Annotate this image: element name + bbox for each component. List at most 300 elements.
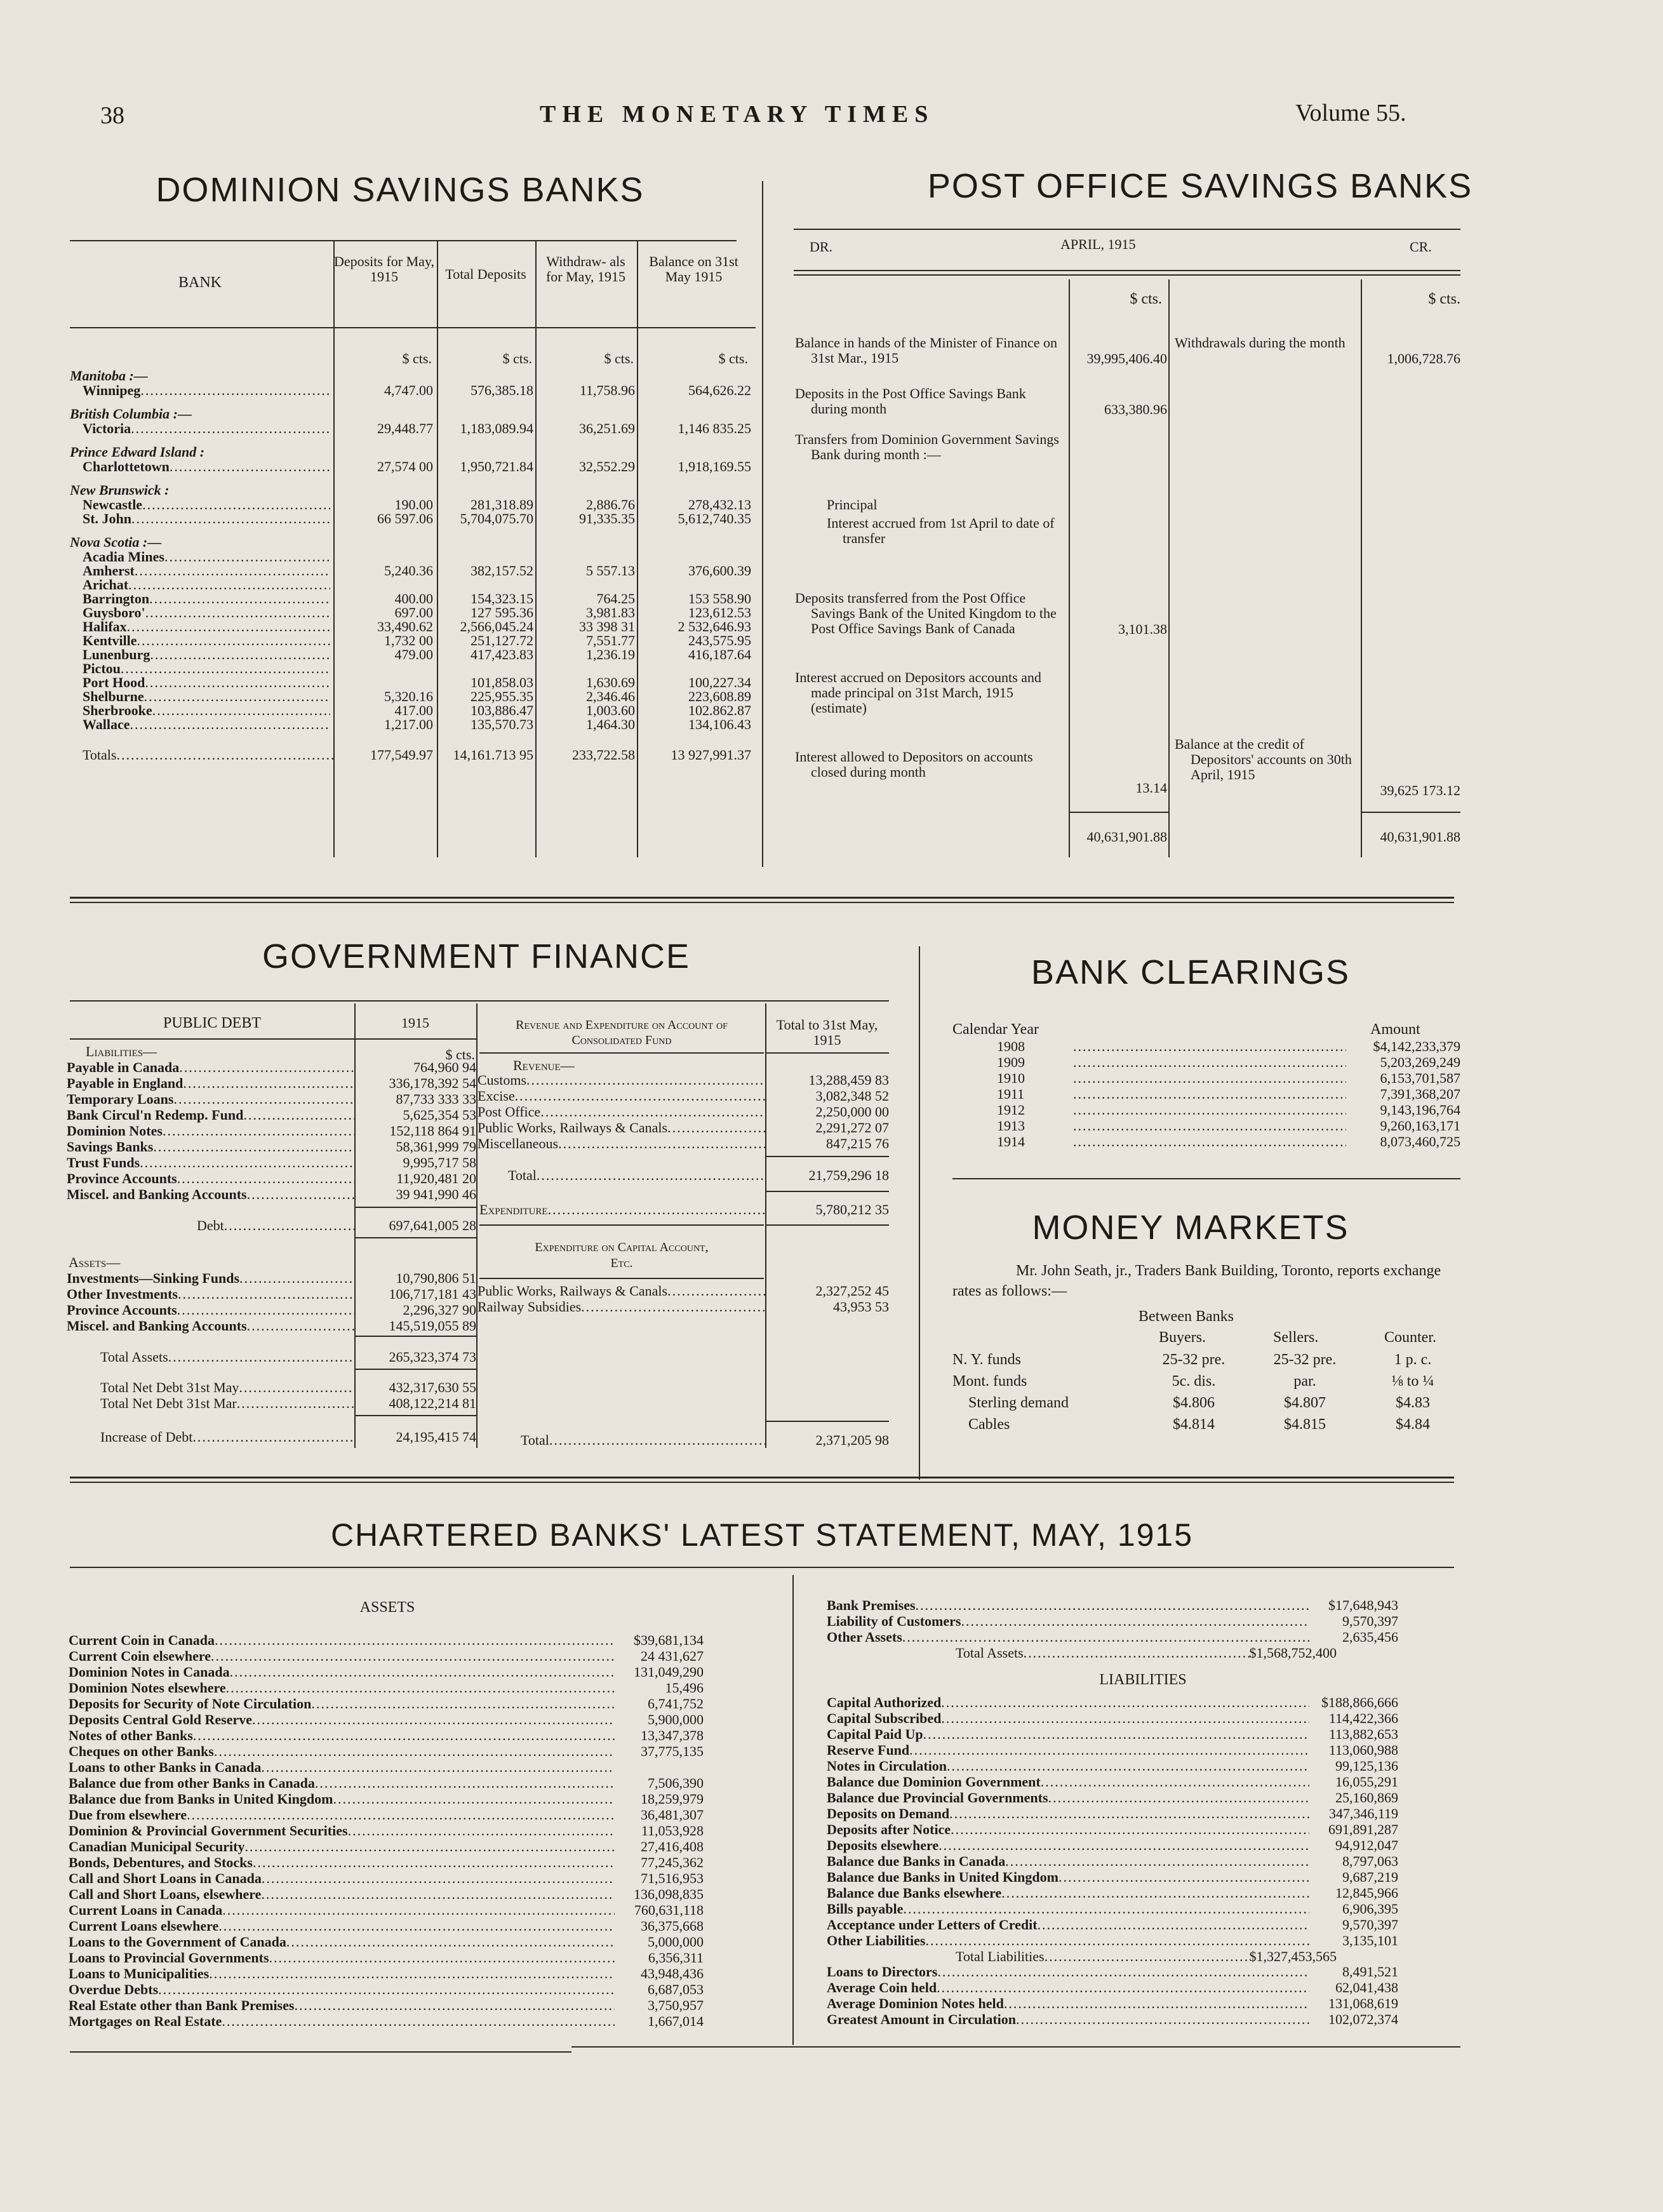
item-label: Payable in England <box>67 1075 184 1091</box>
item-value: 6,741,752 <box>648 1696 704 1712</box>
list-item <box>69 1918 704 1934</box>
dominion-total: 5,704,075.70 <box>460 511 533 526</box>
item-value: 102,072,374 <box>1328 2011 1398 2027</box>
list-item <box>827 1869 1398 1885</box>
item-value: 6,356,311 <box>648 1950 704 1966</box>
list-item <box>827 1933 1398 1948</box>
item-value: 131,049,290 <box>634 1664 704 1680</box>
dominion-withdrawals: 5 557.13 <box>586 563 635 579</box>
dominion-balance: 223,608.89 <box>688 688 751 704</box>
dominion-deposits: 177,549.97 <box>370 747 433 763</box>
dominion-balance: 278,432.13 <box>688 497 751 513</box>
item-value: 5,625,354 53 <box>403 1107 476 1123</box>
liabilities-label: Liabilities— <box>86 1043 157 1059</box>
item-value: 11,053,928 <box>641 1823 704 1839</box>
list-item <box>827 1742 1398 1758</box>
item-value: 9,995,717 58 <box>403 1155 476 1170</box>
item-label: Mortgages on Real Estate <box>69 2013 222 2029</box>
dominion-withdrawals: 1,236.19 <box>586 647 635 662</box>
dominion-branch-row <box>83 634 330 648</box>
item-label: Capital Paid Up <box>827 1726 923 1742</box>
list-item <box>67 1318 476 1334</box>
item-label: Overdue Debts <box>69 1981 159 1997</box>
list-item <box>827 1917 1398 1933</box>
item-value: 43,953 53 <box>833 1299 889 1315</box>
item-value: $17,648,943 <box>1328 1597 1398 1613</box>
item-value: 9,570,397 <box>1342 1613 1398 1629</box>
dominion-deposits: 4,747.00 <box>384 382 433 398</box>
dominion-deposits: 1,217.00 <box>384 716 433 732</box>
item-label: Balance due from other Banks in Canada <box>69 1775 315 1791</box>
capital-list <box>478 1283 889 1315</box>
dominion-total: 1,950,721.84 <box>460 459 533 474</box>
item-label: Deposits on Demand <box>827 1806 950 1821</box>
item-value: 2,327,252 45 <box>815 1283 889 1299</box>
item-label: Cheques on other Banks <box>69 1743 214 1759</box>
item-label: Notes in Circulation <box>827 1758 947 1774</box>
net-mar-value: 408,122,214 81 <box>389 1395 476 1411</box>
item-label: Dominion Notes in Canada <box>69 1664 230 1680</box>
dominion-total: 135,570.73 <box>471 716 533 732</box>
list-item <box>827 1694 1398 1710</box>
list-item <box>827 1964 1398 1980</box>
chartered-liabilities-title: LIABILITIES <box>1099 1672 1187 1688</box>
item-value: 114,422,366 <box>1328 1710 1398 1726</box>
item-value: 152,118 864 91 <box>389 1123 476 1139</box>
dominion-total-label: Totals <box>83 747 117 763</box>
item-label: Deposits elsewhere <box>827 1837 939 1853</box>
dominion-branch-label: Shelburne <box>83 688 144 704</box>
item-value: 2,296,327 90 <box>403 1302 476 1318</box>
item-label: Current Loans in Canada <box>69 1902 223 1918</box>
money-row-counter: $4.84 <box>1396 1416 1430 1433</box>
item-label: Real Estate other than Bank Premises <box>69 1997 295 2013</box>
chartered-assets-cont <box>827 1597 1398 1645</box>
item-value: 6,906,395 <box>1342 1901 1398 1917</box>
increase-row <box>100 1429 476 1445</box>
total-assets-label: Total Assets <box>100 1349 168 1365</box>
dominion-total: 127 595.36 <box>471 605 533 620</box>
list-item <box>69 1791 704 1807</box>
list-item <box>69 1886 704 1902</box>
list-item <box>827 1806 1398 1821</box>
money-title: MONEY MARKETS <box>1032 1209 1349 1247</box>
po-left-label: Deposits transferred from the Post Office Savings Bank of the United Kingdom to the Post Office Savings Bank of Canada <box>795 590 1057 636</box>
po-right-value: 1,006,728.76 <box>1387 351 1460 366</box>
item-value: 39 941,990 46 <box>396 1186 476 1202</box>
clearings-row <box>997 1102 1460 1118</box>
list-item <box>478 1120 889 1136</box>
item-label: Loans to Municipalities <box>69 1966 210 1981</box>
clearings-year: 1910 <box>997 1070 1025 1086</box>
item-value: 94,912,047 <box>1335 1837 1398 1853</box>
po-month: APRIL, 1915 <box>1060 236 1136 252</box>
dominion-withdrawals: 32,552.29 <box>579 459 635 474</box>
chartered-liabilities <box>827 1694 1398 1948</box>
govfin-units: $ cts. <box>445 1047 475 1062</box>
item-value: 16,055,291 <box>1335 1774 1398 1790</box>
item-label: Excise <box>478 1088 515 1104</box>
clearings-row <box>997 1038 1460 1054</box>
list-item <box>67 1302 476 1318</box>
po-left-value: 13.14 <box>1135 780 1167 796</box>
dominion-withdrawals: 764.25 <box>596 591 635 607</box>
public-debt-header: PUBLIC DEBT <box>163 1015 261 1031</box>
dominion-total: 382,157.52 <box>471 563 533 579</box>
dominion-total: 281,318.89 <box>471 497 533 513</box>
capital-header: Expenditure on Capital Account, Etc. <box>535 1240 709 1270</box>
dominion-total: 1,183,089.94 <box>460 420 533 436</box>
dominion-withdrawals: 3,981.83 <box>586 605 635 620</box>
item-value: 99,125,136 <box>1335 1758 1398 1774</box>
item-label: Liability of Customers <box>827 1613 961 1629</box>
item-label: Current Coin elsewhere <box>69 1648 211 1664</box>
dominion-deposits: 5,240.36 <box>384 563 433 579</box>
item-label: Balance due Provincial Governments <box>827 1790 1048 1806</box>
dominion-province: British Columbia :— <box>70 406 192 422</box>
dominion-branch-label: St. John <box>83 511 132 526</box>
dominion-total: 14,161.713 95 <box>453 747 533 763</box>
money-row-counter: $4.83 <box>1396 1395 1430 1411</box>
item-value: 18,259,979 <box>641 1791 704 1807</box>
item-label: Notes of other Banks <box>69 1727 193 1743</box>
item-label: Public Works, Railways & Canals <box>478 1120 668 1136</box>
list-item <box>69 1902 704 1918</box>
list-item <box>67 1091 476 1107</box>
dominion-total: 154,323.15 <box>471 591 533 607</box>
dominion-deposits: 5,320.16 <box>384 688 433 704</box>
po-left-label: Deposits in the Post Office Savings Bank during month <box>795 385 1026 417</box>
item-label: Current Coin in Canada <box>69 1632 215 1648</box>
list-item <box>69 2013 704 2029</box>
chartered-assets-title: ASSETS <box>359 1599 415 1616</box>
money-intro: Mr. John Seath, jr., Traders Bank Building, Toronto, reports exchange rates as follows:— <box>952 1263 1441 1299</box>
dominion-branch-row <box>83 592 330 606</box>
item-label: Deposits Central Gold Reserve <box>69 1712 253 1727</box>
list-item <box>69 1981 704 1997</box>
rev-total-label: Total <box>508 1167 537 1183</box>
money-row-counter: ⅛ to ¼ <box>1391 1373 1434 1390</box>
item-value: 62,041,438 <box>1335 1980 1398 1995</box>
list-item <box>67 1186 476 1202</box>
item-value: 58,361,999 79 <box>396 1139 476 1155</box>
money-row-sellers: 25-32 pre. <box>1273 1351 1337 1368</box>
item-value: 36,481,307 <box>641 1807 704 1823</box>
item-label: Savings Banks <box>67 1139 154 1155</box>
item-label: Bank Premises <box>827 1597 916 1613</box>
dominion-units-1: $ cts. <box>402 351 432 366</box>
item-label: Loans to other Banks in Canada <box>69 1759 262 1775</box>
cap-total-value: 2,371,205 98 <box>815 1432 889 1448</box>
dominion-branch-label: Winnipeg <box>83 382 141 398</box>
dominion-deposits: 66 597.06 <box>377 511 433 526</box>
cap-total-label: Total <box>521 1432 549 1448</box>
clearings-amount: $4,142,233,379 <box>1373 1038 1460 1054</box>
list-item <box>478 1299 889 1315</box>
item-label: Other Investments <box>67 1286 178 1302</box>
clearings-amount: 9,143,196,764 <box>1380 1102 1460 1118</box>
dominion-deposits: 417.00 <box>394 702 433 718</box>
item-value: 10,790,806 51 <box>396 1270 476 1286</box>
dominion-balance: 5,612,740.35 <box>678 511 751 526</box>
list-item <box>69 1727 704 1743</box>
item-value: 847,215 76 <box>826 1136 889 1151</box>
item-value: 24 431,627 <box>641 1648 704 1664</box>
item-label: Average Coin held <box>827 1980 937 1995</box>
list-item <box>69 1854 704 1870</box>
dominion-units-3: $ cts. <box>604 351 634 366</box>
po-right-label: Balance at the credit of Depositors' accounts on 30th April, 1915 <box>1175 736 1352 782</box>
dominion-branch-row <box>83 620 330 634</box>
list-item <box>827 1995 1398 2011</box>
money-row-buyers: 5c. dis. <box>1172 1373 1216 1390</box>
dominion-branch-label: Pictou <box>83 660 121 676</box>
liabilities-list <box>67 1059 476 1202</box>
list-item <box>827 1901 1398 1917</box>
dominion-balance: 102.862.87 <box>688 702 751 718</box>
dominion-balance: 153 558.90 <box>688 591 751 607</box>
item-label: Payable in Canada <box>67 1059 180 1075</box>
dominion-col-bank: BANK <box>178 274 222 291</box>
list-item <box>827 1837 1398 1853</box>
list-item <box>478 1072 889 1088</box>
item-value: 87,733 333 33 <box>396 1091 476 1107</box>
item-label: Miscel. and Banking Accounts <box>67 1186 247 1202</box>
chartered-total-assets-row <box>956 1645 1337 1661</box>
dominion-branch-label: Wallace <box>83 716 130 732</box>
po-cr: CR. <box>1410 239 1432 255</box>
item-label: Canadian Municipal Security <box>69 1839 245 1854</box>
list-item <box>827 1613 1398 1629</box>
dominion-total: 103,886.47 <box>471 702 533 718</box>
dominion-withdrawals: 2,886.76 <box>586 497 635 513</box>
dominion-withdrawals: 1,464.30 <box>586 716 635 732</box>
item-value: $188,866,666 <box>1321 1694 1398 1710</box>
dominion-balance: 134,106.43 <box>688 716 751 732</box>
item-value: 7,506,390 <box>648 1775 704 1791</box>
dominion-branch-label: Newcastle <box>83 497 143 513</box>
item-value: 691,891,287 <box>1328 1821 1398 1837</box>
dominion-branch-label: Port Hood <box>83 674 145 690</box>
clearings-year: 1912 <box>997 1102 1025 1118</box>
list-item <box>69 1759 704 1775</box>
public-debt-year: 1915 <box>401 1015 429 1031</box>
list-item <box>69 1775 704 1791</box>
total-assets-value: 265,323,374 73 <box>389 1349 476 1365</box>
list-item <box>67 1059 476 1075</box>
money-between: Between Banks <box>1139 1308 1234 1325</box>
dominion-total: 2,566,045.24 <box>460 619 533 634</box>
po-left-label: Interest accrued on Depositors accounts and made principal on 31st March, 1915 (estimate) <box>795 669 1041 716</box>
cap-total-row <box>521 1432 889 1449</box>
dominion-total-row <box>83 747 333 763</box>
item-value: 6,687,053 <box>648 1981 704 1997</box>
list-item <box>69 1870 704 1886</box>
money-row-buyers: $4.814 <box>1173 1416 1215 1433</box>
list-item <box>67 1075 476 1091</box>
dominion-total: 101,858.03 <box>471 674 533 690</box>
item-value: 2,250,000 00 <box>815 1104 889 1120</box>
item-label: Trust Funds <box>67 1155 140 1170</box>
dominion-branch-row <box>83 512 330 526</box>
dominion-withdrawals: 91,335.35 <box>579 511 635 526</box>
dominion-branch-row <box>83 422 330 436</box>
list-item <box>69 1823 704 1839</box>
dominion-balance: 416,187.64 <box>688 647 751 662</box>
money-row-label: N. Y. funds <box>952 1351 1022 1368</box>
dominion-withdrawals: 36,251.69 <box>579 420 635 436</box>
list-item <box>69 1696 704 1712</box>
money-col-buyers: Buyers. <box>1159 1329 1206 1346</box>
dominion-deposits: 1,732 00 <box>384 633 433 648</box>
dominion-balance: 2 532,646.93 <box>678 619 751 634</box>
list-item <box>478 1283 889 1299</box>
clearings-row <box>997 1134 1460 1150</box>
item-value: 36,375,668 <box>641 1918 704 1934</box>
item-value: 12,845,966 <box>1335 1885 1398 1901</box>
item-value <box>615 1759 704 1775</box>
dominion-branch-label: Halifax <box>83 619 127 634</box>
po-units-right: $ cts. <box>1428 291 1460 307</box>
item-value: 347,346,119 <box>1328 1806 1398 1821</box>
po-total-left: 40,631,901.88 <box>1086 829 1167 845</box>
dominion-withdrawals: 233,722.58 <box>572 747 635 763</box>
item-label: Railway Subsidies <box>478 1299 582 1315</box>
dominion-deposits: 29,448.77 <box>377 420 433 436</box>
dominion-units-2: $ cts. <box>502 351 532 366</box>
expenditure-row <box>479 1202 889 1218</box>
item-value: 11,920,481 20 <box>396 1170 476 1186</box>
item-value: 5,900,000 <box>648 1712 704 1727</box>
net-debt-mar-row <box>100 1395 476 1411</box>
dominion-branch-row <box>83 606 330 620</box>
po-left-label: Balance in hands of the Minister of Finance on 31st Mar., 1915 <box>795 335 1058 366</box>
net-mar-label: Total Net Debt 31st Mar <box>100 1395 237 1411</box>
clearings-amount: 9,260,163,171 <box>1380 1118 1460 1134</box>
dominion-withdrawals: 1,003.60 <box>586 702 635 718</box>
po-left-value: 633,380.96 <box>1104 401 1167 417</box>
list-item <box>827 1629 1398 1645</box>
item-label: Balance due Banks in United Kingdom <box>827 1869 1059 1885</box>
list-item <box>478 1136 889 1151</box>
list-item <box>478 1104 889 1120</box>
po-left-label: Interest allowed to Depositors on accounts closed during month <box>795 749 1033 780</box>
item-label: Province Accounts <box>67 1170 177 1186</box>
total-header: Total to 31st May, 1915 <box>776 1017 878 1048</box>
revenue-label: Revenue— <box>513 1057 575 1073</box>
net-may-label: Total Net Debt 31st May <box>100 1379 239 1395</box>
item-label: Capital Authorized <box>827 1694 942 1710</box>
item-label: Balance due Dominion Government <box>827 1774 1041 1790</box>
dominion-province: Nova Scotia :— <box>70 534 162 550</box>
list-item <box>827 1980 1398 1995</box>
net-may-value: 432,317,630 55 <box>389 1379 476 1395</box>
list-item <box>67 1270 476 1286</box>
item-label: Acceptance under Letters of Credit <box>827 1917 1038 1933</box>
item-value: 145,519,055 89 <box>389 1318 476 1334</box>
item-label: Call and Short Loans, elsewhere <box>69 1886 262 1902</box>
item-value: 43,948,436 <box>641 1966 704 1981</box>
clearings-year: 1911 <box>997 1086 1025 1102</box>
item-value: 113,060,988 <box>1328 1742 1398 1758</box>
po-right-label: Withdrawals during the month <box>1175 335 1346 351</box>
dominion-balance: 376,600.39 <box>688 563 751 579</box>
clearings-amount: 8,073,460,725 <box>1380 1134 1460 1150</box>
list-item <box>69 1807 704 1823</box>
item-value: 5,000,000 <box>648 1934 704 1950</box>
item-value: 9,687,219 <box>1342 1869 1398 1885</box>
item-label: Public Works, Railways & Canals <box>478 1283 668 1299</box>
list-item <box>69 1934 704 1950</box>
dominion-branch-row <box>83 578 330 592</box>
list-item <box>69 1680 704 1696</box>
money-row-counter: 1 p. c. <box>1394 1351 1432 1368</box>
dominion-branch-row <box>83 498 330 512</box>
clearings-year: 1908 <box>997 1038 1025 1054</box>
item-label: Dominion Notes elsewhere <box>69 1680 226 1696</box>
dominion-branch-row <box>83 676 330 690</box>
dominion-deposits: 697.00 <box>394 605 433 620</box>
item-label: Other Liabilities <box>827 1933 926 1948</box>
dominion-branch-row <box>83 648 330 662</box>
item-value: 136,098,835 <box>634 1886 704 1902</box>
expenditure-value: 5,780,212 35 <box>815 1202 889 1217</box>
po-right-value: 39,625 173.12 <box>1380 782 1460 798</box>
item-value: 336,178,392 54 <box>389 1075 476 1091</box>
dominion-deposits: 27,574 00 <box>377 459 433 474</box>
chartered-total-assets-label: Total Assets <box>956 1645 1024 1661</box>
dominion-branch-row <box>83 460 330 474</box>
clearings-row <box>997 1054 1460 1070</box>
dominion-withdrawals: 1,630.69 <box>586 674 635 690</box>
postoffice-title: POST OFFICE SAVINGS BANKS <box>927 167 1473 205</box>
list-item <box>67 1123 476 1139</box>
dominion-branch-row <box>83 564 330 578</box>
list-item <box>69 1743 704 1759</box>
list-item <box>827 1790 1398 1806</box>
dominion-branch-label: Kentville <box>83 633 137 648</box>
dominion-title: DOMINION SAVINGS BANKS <box>156 171 644 209</box>
list-item <box>478 1088 889 1104</box>
dominion-branch-label: Barrington <box>83 591 150 607</box>
clearings-col-year: Calendar Year <box>952 1021 1039 1038</box>
dominion-total: 251,127.72 <box>471 633 533 648</box>
item-value: 37,775,135 <box>641 1743 704 1759</box>
item-value: 3,082,348 52 <box>815 1088 889 1104</box>
dominion-province: Manitoba :— <box>70 368 148 384</box>
item-label: Miscel. and Banking Accounts <box>67 1318 247 1334</box>
list-item <box>827 1774 1398 1790</box>
item-value: 27,416,408 <box>641 1839 704 1854</box>
chartered-extras <box>827 1964 1398 2027</box>
item-label: Bonds, Debentures, and Stocks <box>69 1854 253 1870</box>
chartered-total-liab-label: Total Liabilities <box>956 1948 1045 1964</box>
list-item <box>69 1712 704 1727</box>
money-row-label: Cables <box>968 1416 1010 1433</box>
list-item <box>67 1139 476 1155</box>
dominion-deposits: 479.00 <box>394 647 433 662</box>
po-total-right: 40,631,901.88 <box>1380 829 1460 845</box>
item-label: Loans to the Government of Canada <box>69 1934 286 1950</box>
dominion-branch-label: Charlottetown <box>83 459 170 474</box>
item-value: 13,288,459 83 <box>808 1072 889 1088</box>
dominion-total: 576,385.18 <box>471 382 533 398</box>
dominion-col-deposits: Deposits for May, 1915 <box>333 253 435 285</box>
dominion-balance: 123,612.53 <box>688 605 751 620</box>
debt-label: Debt <box>197 1217 224 1233</box>
dominion-branch-row <box>83 718 330 732</box>
increase-label: Increase of Debt <box>100 1429 193 1445</box>
